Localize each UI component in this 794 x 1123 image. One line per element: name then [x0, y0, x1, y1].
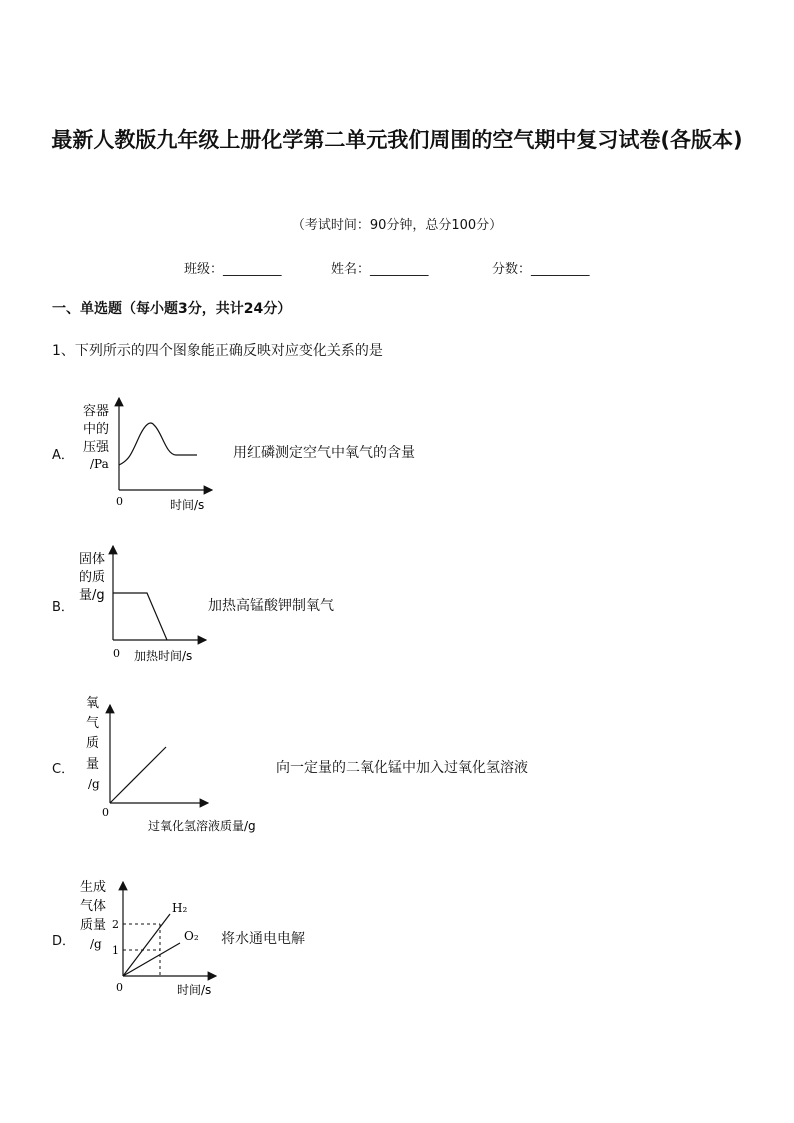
option-b-text: 加热高锰酸钾制氧气: [208, 598, 334, 614]
exam-subtitle: （考试时间：90分钟，总分100分）: [291, 218, 503, 233]
h2-line: [123, 914, 170, 976]
y-label-line-2: 气体: [80, 899, 107, 914]
y-label-line-1: 容器: [83, 404, 110, 419]
score-field: 分数：_________: [492, 262, 590, 277]
y-label-line-1: 固体: [79, 552, 106, 567]
origin-label: 0: [116, 495, 123, 508]
y-label-line-2: 中的: [83, 422, 110, 437]
tick-label-2: 2: [112, 918, 119, 931]
x-axis-label: 过氧化氢溶液质量/g: [148, 819, 256, 833]
option-a-text: 用红磷测定空气中氧气的含量: [233, 445, 415, 461]
option-d-letter: D．: [52, 934, 76, 949]
y-label-line-4: /g: [90, 937, 102, 951]
option-b-graph: [70, 540, 230, 670]
pressure-curve: [119, 423, 197, 465]
series-label-o2: O₂: [184, 929, 199, 943]
option-b-letter: B．: [52, 600, 74, 615]
y-label-line-3: 量/g: [79, 588, 105, 603]
question-text: 1、下列所示的四个图象能正确反映对应变化关系的是: [52, 343, 383, 359]
x-axis-label: 时间/s: [177, 983, 212, 997]
option-a-graph: [70, 390, 230, 520]
origin-label: 0: [113, 647, 120, 660]
option-c-letter: C．: [52, 762, 75, 777]
y-label-line-2: 的质: [79, 570, 106, 585]
y-label-line-1: 氧: [86, 696, 100, 711]
series-label-h2: H₂: [172, 901, 188, 915]
origin-label: 0: [102, 806, 109, 819]
x-axis-label: 加热时间/s: [134, 649, 193, 663]
option-d-graph: [70, 870, 240, 1000]
y-label-line-3: 质量: [80, 918, 107, 933]
mass-curve: [113, 593, 167, 640]
y-label-line-1: 生成: [80, 880, 107, 895]
section-heading: 一、单选题（每小题3分，共计24分）: [52, 301, 292, 317]
y-label-line-4: 量: [86, 757, 100, 772]
oxygen-line: [110, 747, 166, 803]
o2-line: [123, 943, 180, 976]
y-label-line-3: 压强: [83, 440, 110, 455]
y-label-line-2: 气: [86, 716, 100, 731]
exam-title: 最新人教版九年级上册化学第二单元我们周围的空气期中复习试卷(各版本): [51, 128, 743, 152]
y-label-line-3: 质: [86, 736, 100, 751]
option-d-text: 将水通电电解: [221, 931, 305, 947]
tick-label-1: 1: [112, 944, 119, 957]
option-c-text: 向一定量的二氧化锰中加入过氧化氢溶液: [276, 760, 528, 776]
name-field: 姓名：_________: [331, 262, 429, 277]
option-c-graph: [80, 690, 280, 840]
origin-label: 0: [116, 981, 123, 994]
option-a-letter: A．: [52, 448, 74, 463]
y-label-line-4: /Pa: [90, 457, 109, 471]
class-field: 班级：_________: [184, 262, 282, 277]
y-label-line-5: /g: [88, 777, 100, 791]
x-axis-label: 时间/s: [170, 498, 205, 512]
